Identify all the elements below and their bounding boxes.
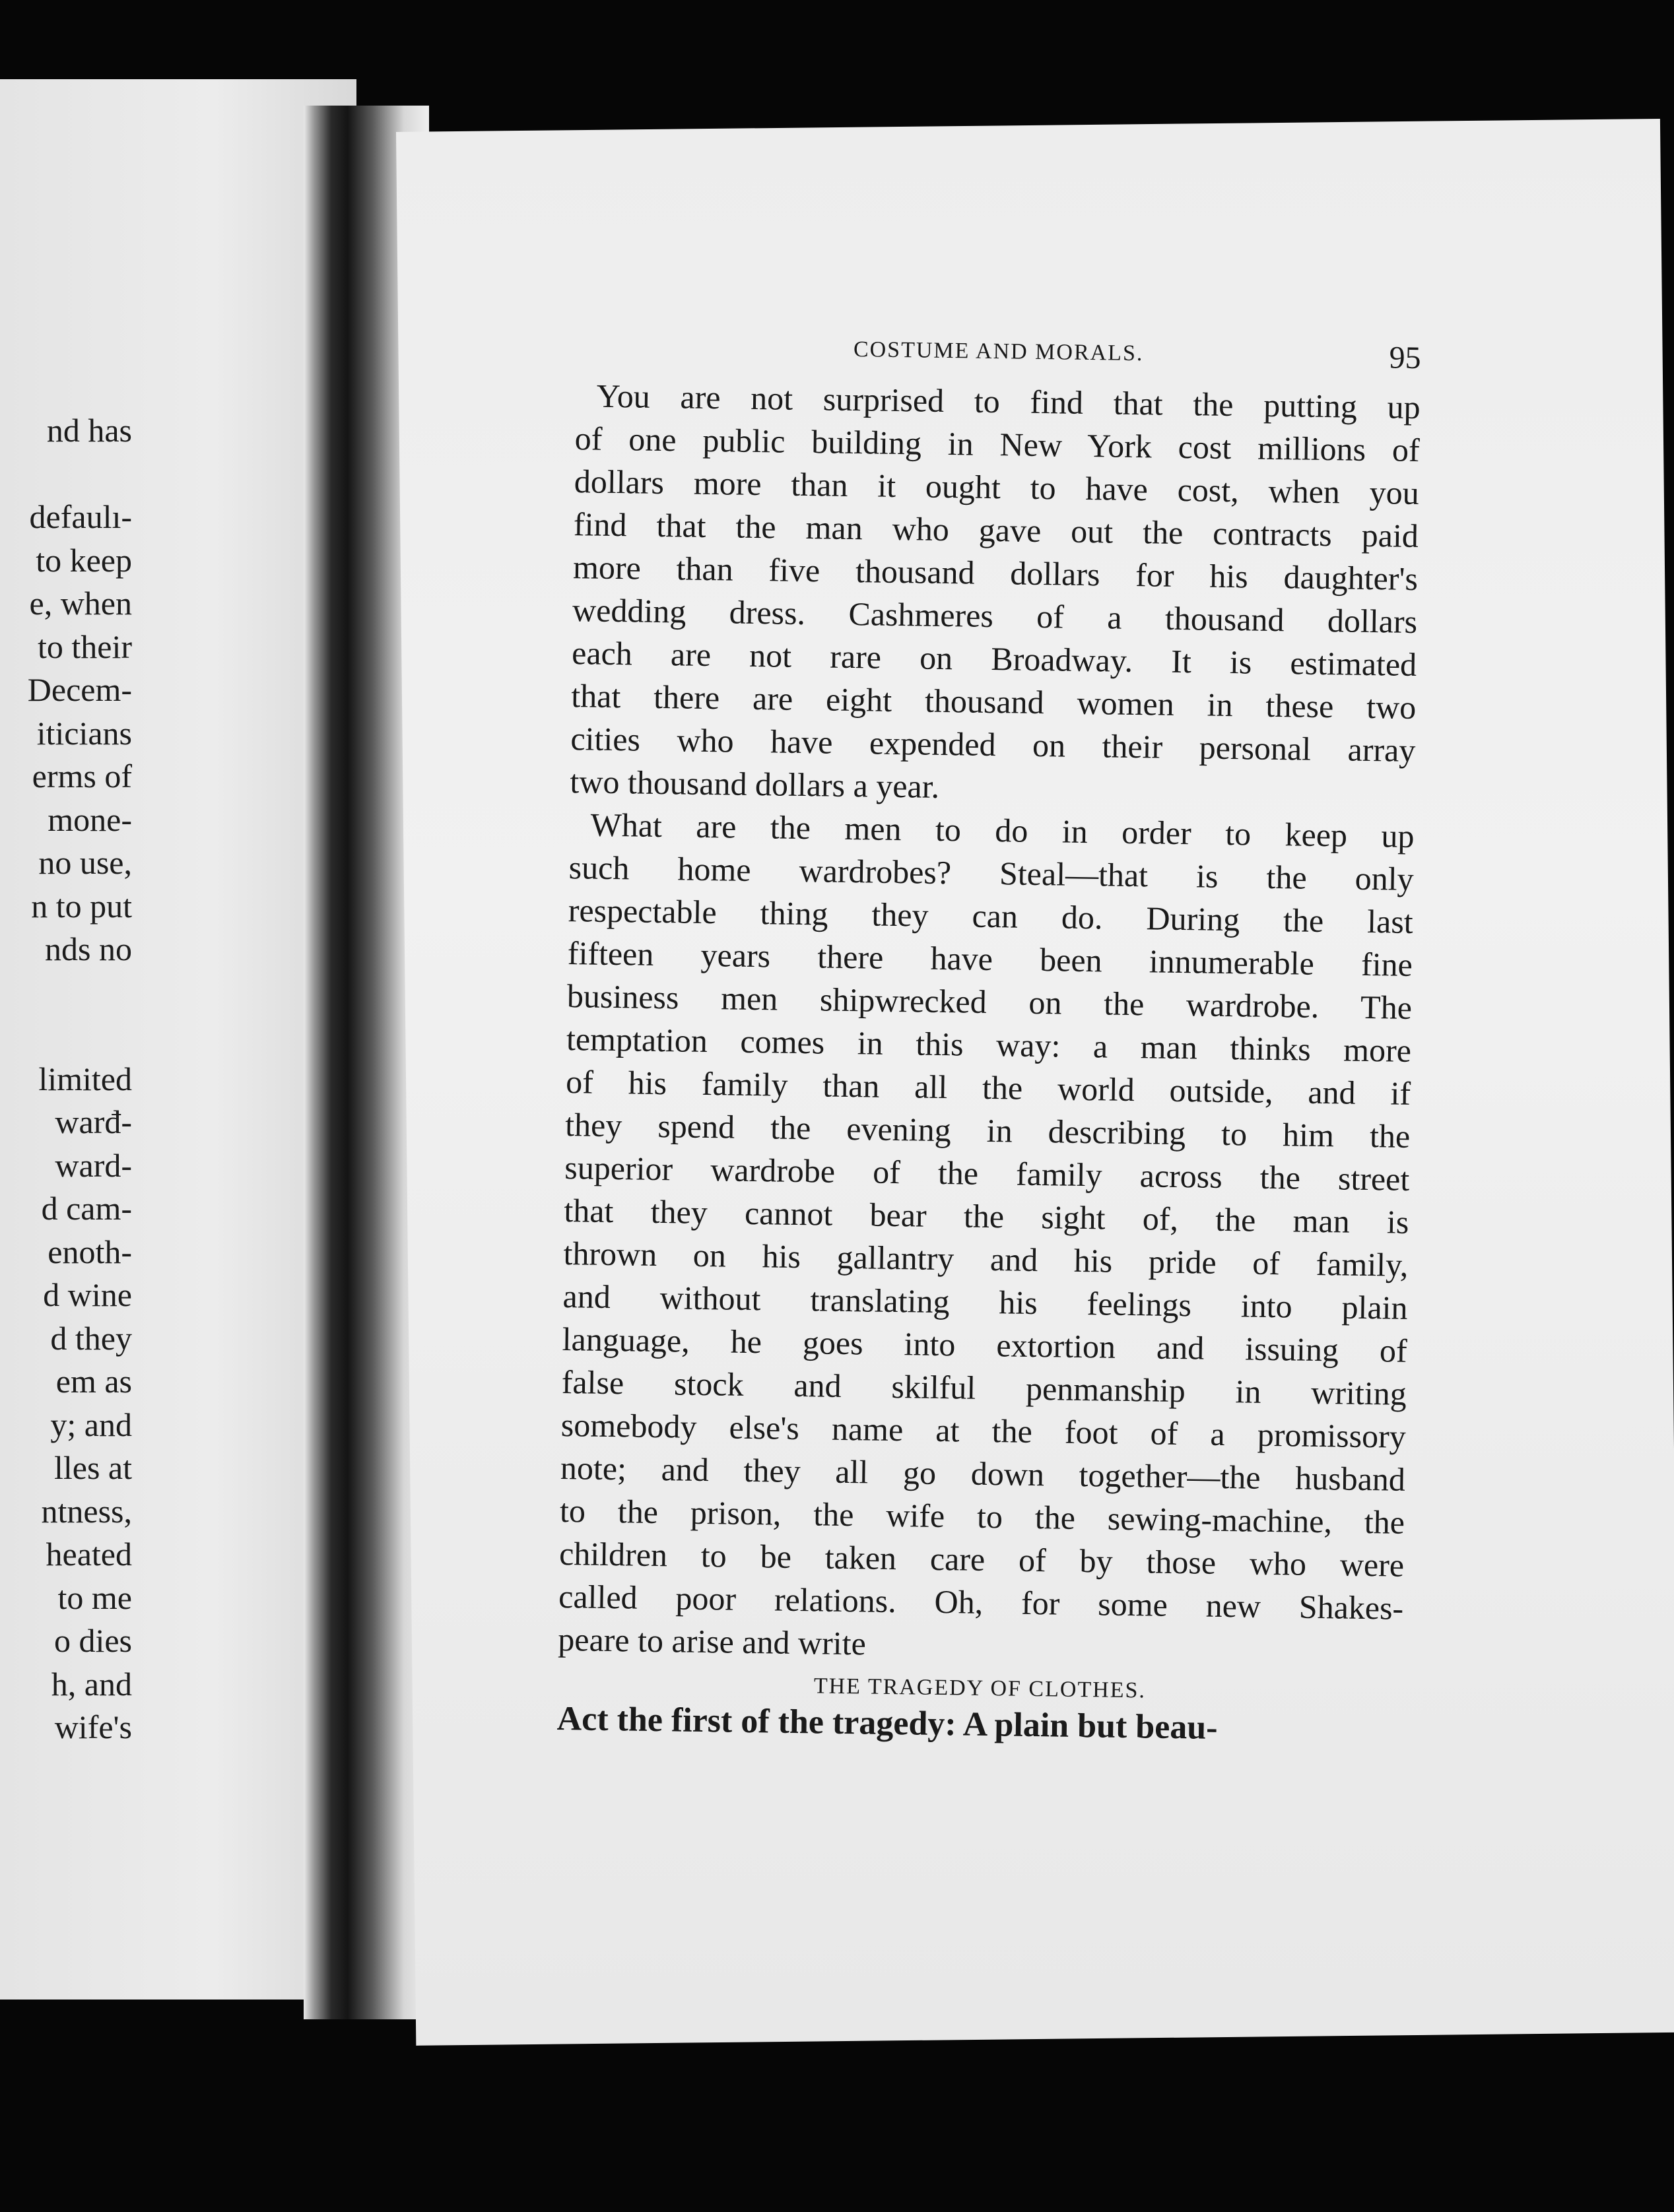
text-line: cities who have expended on their personal array — [570, 720, 1416, 769]
left-fragment-line: to their — [37, 628, 132, 665]
left-fragment-line: h, and — [51, 1665, 132, 1703]
text-line: children to be taken care of by those who were — [558, 1534, 1405, 1584]
text-line: to the prison, the wife to the sewing-machine, the — [559, 1491, 1405, 1541]
text-line: called poor relations. Oh, for some new Shakes- — [558, 1577, 1404, 1627]
left-fragment-line: enoth- — [48, 1233, 132, 1270]
section-heading: THE TRAGEDY OF CLOTHES. — [813, 1674, 1147, 1703]
text-line: business men shipwrecked on the wardrobe. The — [566, 977, 1413, 1026]
left-fragment-line: n to put — [31, 887, 132, 925]
text-line: thrown on his gallantry and his pride of family, — [563, 1235, 1409, 1284]
text-line: peare to arise and write — [557, 1620, 867, 1662]
text-line: superior wardrobe of the family across the street — [564, 1149, 1410, 1198]
text-line: fifteen years there have been innumerable fine — [567, 934, 1413, 983]
text-line: What are the men to do in order to keep up — [590, 806, 1415, 855]
left-fragment-line: o dies — [53, 1622, 132, 1659]
left-fragment-line: lles at — [53, 1449, 132, 1486]
left-fragment-line: y; and — [50, 1406, 132, 1443]
page-content — [556, 328, 1421, 1750]
left-fragment-line: nds no — [45, 930, 132, 967]
text-line: of his family than all the world outside, and if — [565, 1063, 1411, 1112]
left-fragment-line: heated — [46, 1536, 132, 1573]
text-line: they spend the evening in describing to him the — [564, 1106, 1411, 1155]
text-line: and without translating his feelings into plain — [562, 1278, 1408, 1326]
text-line: such home wardrobes? Steal—that is the only — [568, 849, 1414, 897]
left-fragment-line: erms of — [32, 758, 132, 795]
act-line: Act the first of the tragedy: A plain but beau- — [556, 1699, 1218, 1747]
text-line: wedding dress. Cashmeres of a thousand dollars — [572, 591, 1418, 640]
left-fragment-line: nd has — [46, 412, 132, 449]
left-fragment-line: mone- — [48, 800, 132, 838]
left-page-text-fragments — [0, 409, 132, 1749]
text-line: language, he goes into extortion and issuing of — [562, 1320, 1408, 1369]
paragraph-2 — [558, 803, 1415, 1673]
text-line: each are not rare on Broadway. It is estimated — [571, 634, 1417, 683]
left-fragment-line: to keep — [36, 541, 132, 579]
left-fragment-line: wife's — [54, 1708, 132, 1745]
text-line: find that the man who gave out the contracts paid — [573, 505, 1419, 554]
text-line: note; and they all go down together—the husband — [560, 1448, 1406, 1498]
left-fragment-line: d wine — [43, 1276, 132, 1313]
left-fragment-line: iticians — [36, 714, 132, 752]
text-line: temptation comes in this way: a man thinks more — [566, 1020, 1412, 1069]
left-fragment-line: e, when — [29, 585, 132, 622]
text-line: somebody else's name at the foot of a promissory — [560, 1406, 1407, 1455]
text-line: more than five thousand dollars for his daughter's — [572, 548, 1419, 597]
left-fragment-line: ntness, — [41, 1492, 132, 1530]
left-page — [0, 79, 356, 2000]
left-fragment-line: defaulı- — [29, 498, 132, 535]
left-fragment-line: Decem- — [27, 671, 132, 708]
left-fragment-line: limited — [38, 1060, 132, 1097]
left-fragment-line: d they — [50, 1319, 132, 1357]
paragraph-1 — [570, 374, 1421, 815]
left-fragment-line: no use, — [38, 844, 132, 881]
left-fragment-line: ward- — [55, 1146, 132, 1184]
left-fragment-line: em as — [55, 1363, 132, 1400]
body-text — [558, 374, 1421, 1673]
left-fragment-line — [0, 1014, 132, 1058]
left-fragment-line: d cam- — [41, 1190, 132, 1227]
text-line: false stock and skilful penmanship in writing — [561, 1363, 1407, 1412]
left-fragment-line — [0, 453, 132, 496]
text-line: two thousand dollars a year. — [570, 763, 940, 805]
text-line: You are not surprised to find that the putting up — [596, 377, 1421, 426]
text-line: that they cannot bear the sight of, the man is — [564, 1192, 1409, 1241]
text-line: of one public building in New York cost millions of — [574, 420, 1421, 469]
text-line: dollars more than it ought to have cost, when you — [574, 463, 1420, 512]
left-fragment-line: to me — [57, 1578, 132, 1616]
left-fragment-line: warđ- — [55, 1103, 132, 1140]
page-number: 95 — [1389, 340, 1421, 376]
running-title: COSTUME AND MORALS. — [853, 337, 1144, 366]
text-line: that there are eight thousand women in these two — [570, 677, 1417, 726]
text-line: respectable thing they can do. During the last — [568, 892, 1414, 940]
left-fragment-line — [0, 971, 132, 1015]
right-page — [396, 119, 1674, 2046]
